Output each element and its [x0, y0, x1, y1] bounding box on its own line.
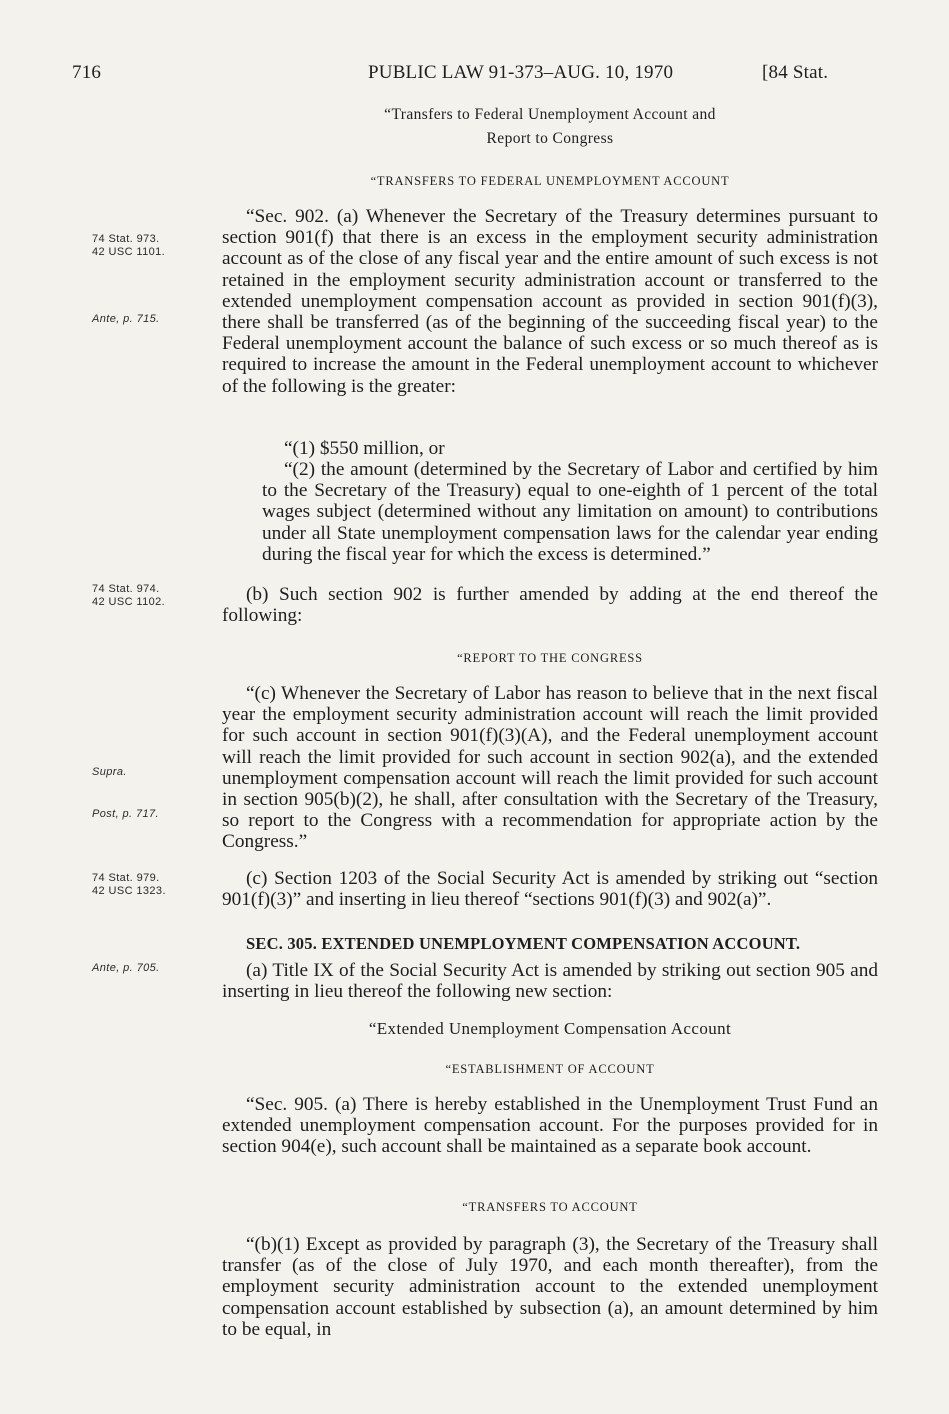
section-305-title: SEC. 305. EXTENDED UNEMPLOYMENT COMPENSATION ACCOUNT. — [246, 934, 801, 953]
margin-note-74-stat-974: 74 Stat. 974. — [92, 583, 160, 595]
margin-note-post-717: Post, p. 717. — [92, 808, 159, 820]
paragraph-section-1203-amended: (c) Section 1203 of the Social Security Act is amended by striking out “section 901(f)(3)” and inserting in lieu thereof “sections 901(f)(3) and 902(a)”. — [222, 868, 878, 911]
heading-transfers-to-account: “TRANSFERS TO ACCOUNT — [462, 1200, 638, 1214]
paragraph-902-a-2: “(2) the amount (determined by the Secretary of Labor and certified by him to the Secretary of the Treasury) equal to one-eighth of 1 percent of the total wages subject (determined without any limitation on amount) to contributions under all State unemployment compensation laws for the calendar year ending during the fiscal year for which the excess is determined.” — [262, 459, 878, 565]
margin-note-ante-715: Ante, p. 715. — [92, 313, 160, 325]
paragraph-902-c: “(c) Whenever the Secretary of Labor has reason to believe that in the next fiscal year the employment security administration account will reach the limit provided for such account in section 901(f)(3)(A), and the Federal unemployment account will reach the limit provided for such account in section 902(a), and the extended unemployment compensation account will reach the limit provided for such account in section 905(b)(2), he shall, after consultation with the Secretary of the Treasury, so report to the Congress with a recommendation for appropriate action by the Congress.” — [222, 683, 878, 853]
paragraph-section-902-amended: (b) Such section 902 is further amended by adding at the end thereof the following: — [222, 584, 878, 627]
paragraph-905-b-1: “(b)(1) Except as provided by paragraph (3), the Secretary of the Treasury shall transfer (as of the close of July 1970, and each month thereafter), from the employment security administration account to the extended unemployment compensation account established by subsection (a), an amount determined by him to be equal, in — [222, 1234, 878, 1340]
margin-note-42-usc-1101: 42 USC 1101. — [92, 246, 166, 258]
paragraph-sec-905-a: “Sec. 905. (a) There is hereby established in the Unemployment Trust Fund an extended unemployment compensation account. For the purposes provided for in section 904(e), such account shall be maintained as a separate book account. — [222, 1094, 878, 1158]
margin-note-supra: Supra. — [92, 766, 127, 778]
heading-establishment-of-account: “ESTABLISHMENT OF ACCOUNT — [445, 1062, 655, 1076]
margin-note-74-stat-973: 74 Stat. 973. — [92, 233, 160, 245]
paragraph-305-a: (a) Title IX of the Social Security Act is amended by striking out section 905 and inserting in lieu thereof the following new section: — [222, 960, 878, 1003]
margin-note-ante-705: Ante, p. 705. — [92, 962, 160, 974]
margin-note-74-stat-979: 74 Stat. 979. — [92, 872, 160, 884]
heading-transfers-and-report-line1: “Transfers to Federal Unemployment Account and — [384, 106, 716, 123]
margin-note-42-usc-1323: 42 USC 1323. — [92, 885, 166, 897]
heading-transfers-federal-account: “TRANSFERS TO FEDERAL UNEMPLOYMENT ACCOUNT — [370, 174, 730, 188]
paragraph-sec-902-a: “Sec. 902. (a) Whenever the Secretary of the Treasury determines pursuant to section 901(f) that there is an excess in the employment security administration account as of the close of any fiscal year and the entire amount of such excess is not retained in the employment security administration account or transferred to the extended unemployment compensation account as provided in section 901(f)(3), there shall be transferred (as of the beginning of the succeeding fiscal year) to the Federal unemployment account the balance of such excess or so much thereof as is required to increase the amount in the Federal unemployment account to whichever of the following is the greater: — [222, 206, 878, 397]
paragraph-902-a-1: “(1) $550 million, or — [284, 438, 445, 459]
running-header-title: PUBLIC LAW 91-373–AUG. 10, 1970 — [368, 62, 674, 83]
margin-note-42-usc-1102: 42 USC 1102. — [92, 596, 166, 608]
page-number: 716 — [72, 62, 102, 83]
heading-report-to-congress: “REPORT TO THE CONGRESS — [457, 651, 643, 665]
heading-extended-account: “Extended Unemployment Compensation Account — [368, 1019, 732, 1038]
statute-volume: [84 Stat. — [762, 62, 829, 83]
heading-transfers-and-report-line2: Report to Congress — [486, 130, 614, 147]
